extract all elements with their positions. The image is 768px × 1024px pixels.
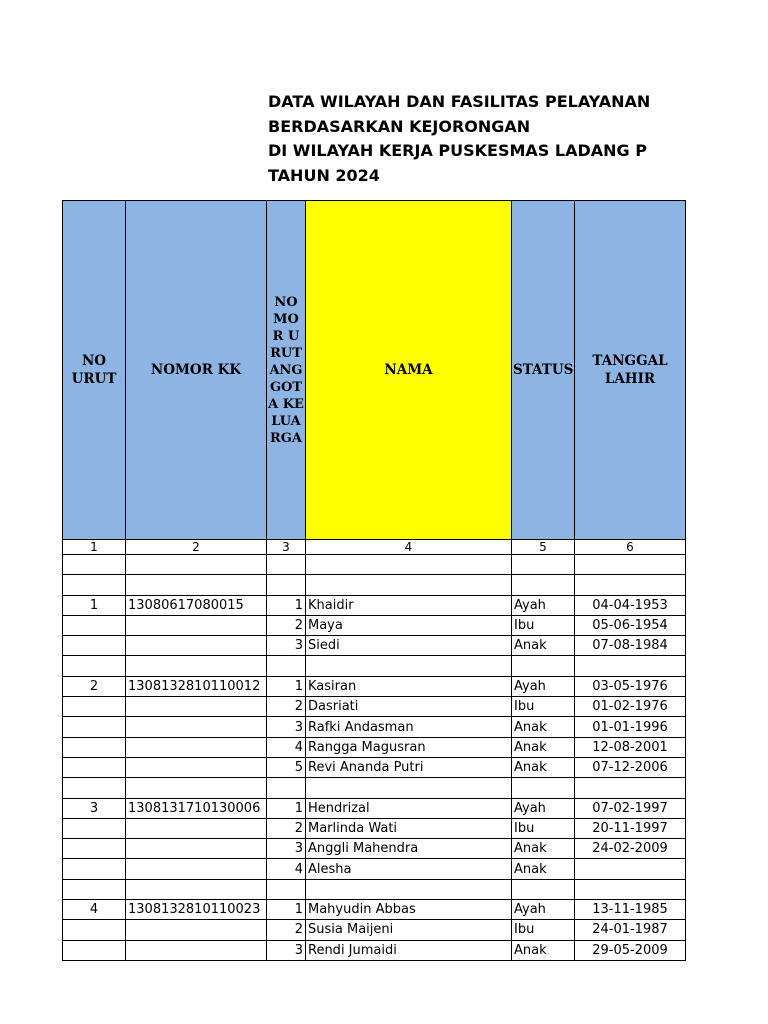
- cell-nama: Mahyudin Abbas: [306, 900, 512, 920]
- header-status: STATUS: [512, 201, 575, 540]
- header-no-urut: NO URUT: [63, 201, 126, 540]
- cell-nama: Anggli Mahendra: [306, 839, 512, 859]
- title-line-4: TAHUN 2024: [268, 165, 380, 185]
- cell-nama: Alesha: [306, 859, 512, 879]
- cell-nomor-anggota: 2: [267, 920, 306, 940]
- header-tanggal-lahir: TANGGAL LAHIR: [575, 201, 686, 540]
- cell-nama: [306, 555, 512, 575]
- cell-status: Ibu: [512, 615, 575, 635]
- cell-status: Ayah: [512, 676, 575, 696]
- cell-no-urut: [63, 636, 126, 656]
- cell-status: Ibu: [512, 920, 575, 940]
- cell-nomor-kk: [126, 697, 267, 717]
- table-row: [63, 615, 686, 635]
- cell-nomor-anggota: 1: [267, 900, 306, 920]
- table-row: [63, 717, 686, 737]
- cell-no-urut: 1: [63, 595, 126, 615]
- cell-nomor-anggota: 3: [267, 717, 306, 737]
- table-row: [63, 575, 686, 595]
- cell-nomor-kk: 1308132810110023: [126, 900, 267, 920]
- cell-nomor-kk: [126, 555, 267, 575]
- cell-tanggal-lahir: 07-12-2006: [575, 757, 686, 777]
- cell-status: Ibu: [512, 818, 575, 838]
- cell-nomor-anggota: 4: [267, 737, 306, 757]
- table-row: [63, 859, 686, 879]
- cell-no-urut: 2: [63, 676, 126, 696]
- table-row: [63, 757, 686, 777]
- cell-nomor-anggota: [267, 778, 306, 798]
- title-line-2: BERDASARKAN KEJORONGAN: [268, 116, 531, 136]
- cell-tanggal-lahir: 01-01-1996: [575, 717, 686, 737]
- header-nomor-urut-anggota: NOMOR URUT ANGGOTA KELUARGA: [267, 201, 306, 540]
- table-row: [63, 818, 686, 838]
- cell-no-urut: [63, 575, 126, 595]
- cell-nama: Revi Ananda Putri: [306, 757, 512, 777]
- cell-no-urut: [63, 859, 126, 879]
- cell-status: Anak: [512, 757, 575, 777]
- cell-nama: [306, 656, 512, 676]
- cell-nama: Siedi: [306, 636, 512, 656]
- cell-nomor-anggota: 1: [267, 798, 306, 818]
- cell-tanggal-lahir: 12-08-2001: [575, 737, 686, 757]
- column-number: 5: [512, 540, 575, 555]
- cell-tanggal-lahir: 04-04-1953: [575, 595, 686, 615]
- cell-tanggal-lahir: 05-06-1954: [575, 615, 686, 635]
- table-row: [63, 778, 686, 798]
- header-nama: NAMA: [306, 201, 512, 540]
- cell-nomor-anggota: 4: [267, 859, 306, 879]
- cell-tanggal-lahir: 13-11-1985: [575, 900, 686, 920]
- cell-nomor-kk: [126, 940, 267, 960]
- cell-nama: Marlinda Wati: [306, 818, 512, 838]
- cell-nomor-anggota: 2: [267, 697, 306, 717]
- cell-tanggal-lahir: 29-05-2009: [575, 940, 686, 960]
- cell-no-urut: [63, 879, 126, 899]
- cell-status: Anak: [512, 839, 575, 859]
- column-number: 3: [267, 540, 306, 555]
- cell-nomor-anggota: 3: [267, 839, 306, 859]
- table-row: [63, 920, 686, 940]
- cell-tanggal-lahir: [575, 879, 686, 899]
- cell-no-urut: [63, 920, 126, 940]
- table-row: [63, 656, 686, 676]
- cell-nomor-kk: [126, 717, 267, 737]
- cell-no-urut: [63, 778, 126, 798]
- data-table: [62, 200, 686, 961]
- cell-status: Anak: [512, 636, 575, 656]
- cell-nama: [306, 879, 512, 899]
- table-row: [63, 900, 686, 920]
- cell-tanggal-lahir: [575, 778, 686, 798]
- cell-tanggal-lahir: [575, 656, 686, 676]
- table-row: [63, 697, 686, 717]
- cell-nama: Susia Maijeni: [306, 920, 512, 940]
- cell-nomor-anggota: 1: [267, 595, 306, 615]
- cell-status: [512, 778, 575, 798]
- cell-no-urut: [63, 697, 126, 717]
- cell-no-urut: [63, 717, 126, 737]
- cell-nomor-kk: [126, 757, 267, 777]
- cell-no-urut: [63, 555, 126, 575]
- cell-nomor-kk: [126, 737, 267, 757]
- cell-tanggal-lahir: [575, 575, 686, 595]
- cell-no-urut: [63, 656, 126, 676]
- cell-no-urut: [63, 737, 126, 757]
- cell-nama: [306, 575, 512, 595]
- cell-nomor-anggota: [267, 555, 306, 575]
- cell-status: Anak: [512, 737, 575, 757]
- cell-no-urut: [63, 818, 126, 838]
- table-row: [63, 676, 686, 696]
- cell-nama: Rafki Andasman: [306, 717, 512, 737]
- cell-nomor-kk: [126, 839, 267, 859]
- cell-tanggal-lahir: 01-02-1976: [575, 697, 686, 717]
- cell-nama: Dasriati: [306, 697, 512, 717]
- cell-tanggal-lahir: [575, 859, 686, 879]
- cell-nama: Rendi Jumaidi: [306, 940, 512, 960]
- cell-nama: Kasiran: [306, 676, 512, 696]
- cell-nomor-kk: [126, 615, 267, 635]
- title-line-3: DI WILAYAH KERJA PUSKESMAS LADANG P: [268, 141, 647, 160]
- cell-tanggal-lahir: 07-02-1997: [575, 798, 686, 818]
- cell-tanggal-lahir: [575, 555, 686, 575]
- cell-nomor-anggota: 2: [267, 818, 306, 838]
- cell-nama: Maya: [306, 615, 512, 635]
- cell-status: [512, 656, 575, 676]
- cell-status: Ayah: [512, 595, 575, 615]
- table-row: [63, 636, 686, 656]
- cell-no-urut: 4: [63, 900, 126, 920]
- cell-nomor-anggota: 5: [267, 757, 306, 777]
- table-row: [63, 555, 686, 575]
- cell-status: Anak: [512, 859, 575, 879]
- cell-nomor-kk: 13080617080015: [126, 595, 267, 615]
- cell-nomor-kk: [126, 859, 267, 879]
- header-nomor-kk: NOMOR KK: [126, 201, 267, 540]
- table-row: [63, 940, 686, 960]
- cell-nomor-anggota: [267, 575, 306, 595]
- cell-status: Ibu: [512, 697, 575, 717]
- cell-no-urut: [63, 839, 126, 859]
- table-row: [63, 595, 686, 615]
- cell-status: Anak: [512, 717, 575, 737]
- cell-tanggal-lahir: 07-08-1984: [575, 636, 686, 656]
- document-title: [268, 90, 686, 188]
- title-line-1: DATA WILAYAH DAN FASILITAS PELAYANAN: [268, 92, 651, 111]
- cell-nomor-kk: [126, 575, 267, 595]
- cell-nomor-kk: 1308132810110012: [126, 676, 267, 696]
- table-row: [63, 879, 686, 899]
- header-row: [63, 201, 686, 540]
- cell-nama: Hendrizal: [306, 798, 512, 818]
- cell-status: [512, 879, 575, 899]
- cell-nomor-kk: [126, 656, 267, 676]
- table-row: [63, 798, 686, 818]
- cell-nomor-kk: 1308131710130006: [126, 798, 267, 818]
- cell-nomor-kk: [126, 818, 267, 838]
- cell-nomor-anggota: [267, 879, 306, 899]
- cell-status: Ayah: [512, 798, 575, 818]
- cell-nomor-kk: [126, 778, 267, 798]
- column-number-row: [63, 540, 686, 555]
- column-number: 1: [63, 540, 126, 555]
- cell-nomor-anggota: 1: [267, 676, 306, 696]
- column-number: 2: [126, 540, 267, 555]
- cell-status: Anak: [512, 940, 575, 960]
- cell-no-urut: 3: [63, 798, 126, 818]
- cell-nomor-kk: [126, 879, 267, 899]
- cell-no-urut: [63, 757, 126, 777]
- cell-status: [512, 575, 575, 595]
- cell-nama: Khaidir: [306, 595, 512, 615]
- cell-nama: Rangga Magusran: [306, 737, 512, 757]
- cell-nomor-kk: [126, 636, 267, 656]
- cell-status: Ayah: [512, 900, 575, 920]
- cell-nomor-anggota: 3: [267, 940, 306, 960]
- column-number: 6: [575, 540, 686, 555]
- cell-tanggal-lahir: 20-11-1997: [575, 818, 686, 838]
- cell-status: [512, 555, 575, 575]
- cell-tanggal-lahir: 24-02-2009: [575, 839, 686, 859]
- cell-no-urut: [63, 940, 126, 960]
- cell-tanggal-lahir: 24-01-1987: [575, 920, 686, 940]
- column-number: 4: [306, 540, 512, 555]
- cell-nomor-anggota: 3: [267, 636, 306, 656]
- cell-nomor-kk: [126, 920, 267, 940]
- cell-no-urut: [63, 615, 126, 635]
- cell-nomor-anggota: [267, 656, 306, 676]
- table-row: [63, 737, 686, 757]
- cell-nomor-anggota: 2: [267, 615, 306, 635]
- cell-nama: [306, 778, 512, 798]
- table-row: [63, 839, 686, 859]
- cell-tanggal-lahir: 03-05-1976: [575, 676, 686, 696]
